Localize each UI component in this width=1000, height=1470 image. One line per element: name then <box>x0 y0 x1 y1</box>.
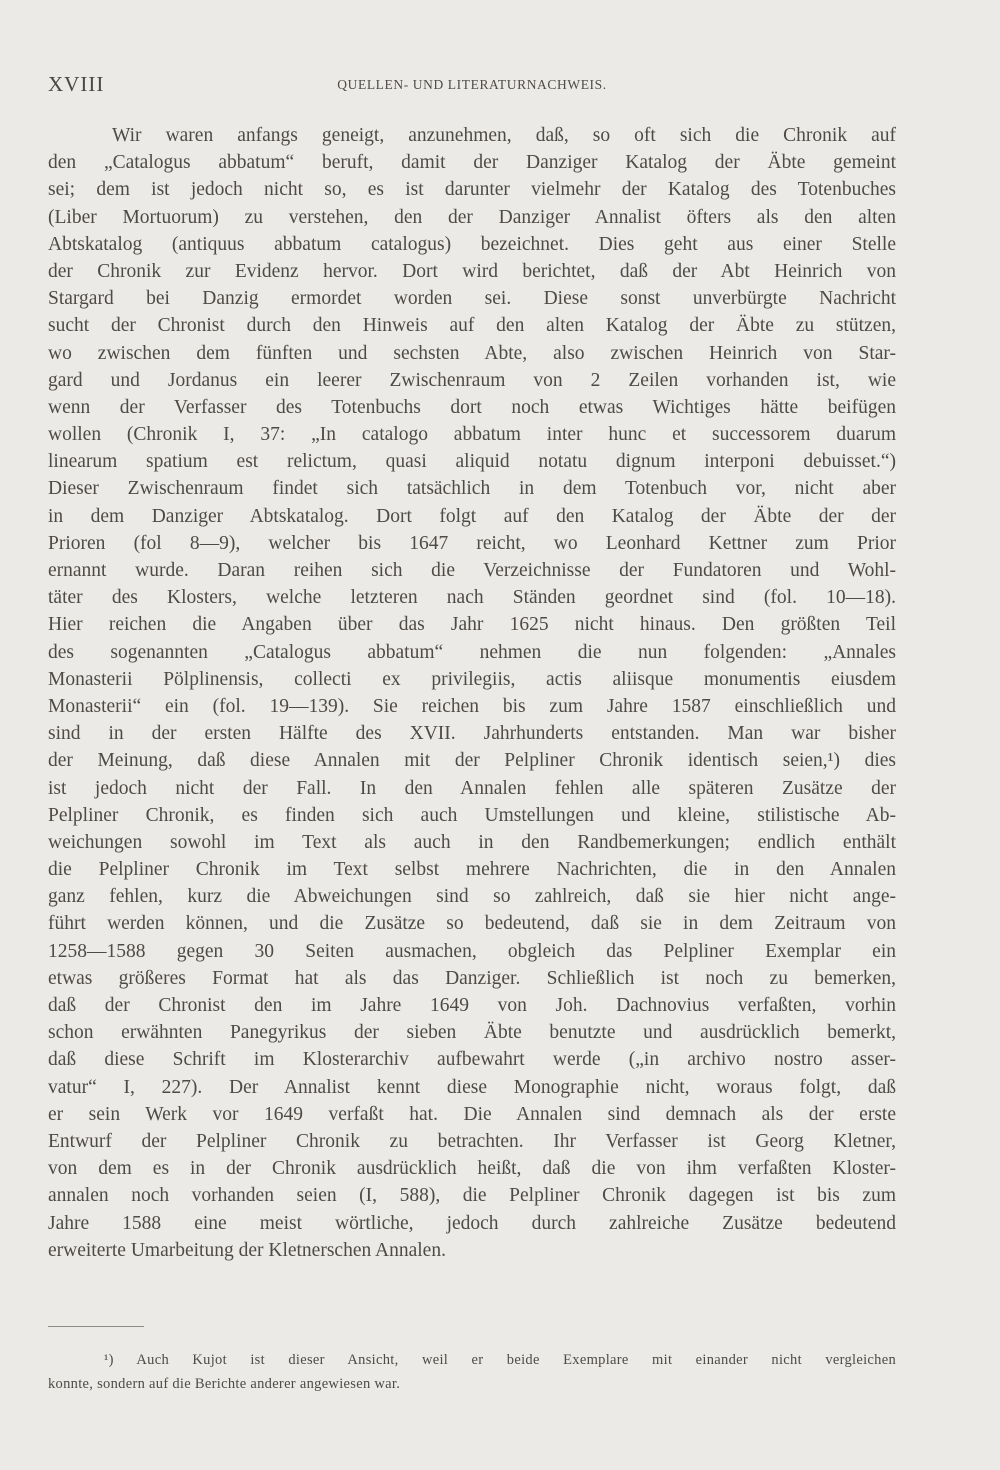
text-line: sucht der Chronist durch den Hinweis auf den alten Katalog der Äbte zu stützen, <box>48 315 896 337</box>
text-line: Pelpliner Chronik, es finden sich auch Umstellungen und kleine, stilistische Ab- <box>48 804 896 826</box>
text-line: Stargard bei Danzig ermordet worden sei. Diese sonst unverbürgte Nachricht <box>48 288 896 310</box>
text-line: Hier reichen die Angaben über das Jahr 1625 nicht hinaus. Den größten Teil <box>48 614 896 636</box>
text-line: in dem Danziger Abtskatalog. Dort folgt auf den Katalog der Äbte der der <box>48 505 896 527</box>
text-line: führt werden können, und die Zusätze so bedeutend, daß sie in dem Zeitraum von <box>48 913 896 935</box>
footnote <box>48 1348 896 1396</box>
text-line: er sein Werk vor 1649 verfaßt hat. Die Annalen sind demnach als der erste <box>48 1103 896 1125</box>
text-line: wenn der Verfasser des Totenbuchs dort noch etwas Wichtiges hätte beifügen <box>48 396 896 418</box>
text-line: ganz fehlen, kurz die Abweichungen sind so zahlreich, daß sie hier nicht ange- <box>48 886 896 908</box>
text-line: sei; dem ist jedoch nicht so, es ist darunter vielmehr der Katalog des Totenbuches <box>48 179 896 201</box>
text-line: die Pelpliner Chronik im Text selbst mehrere Nachrichten, die in den Annalen <box>48 859 896 881</box>
text-line: Wir waren anfangs geneigt, anzunehmen, daß, so oft sich die Chronik auf <box>112 125 896 146</box>
text-line: wollen (Chronik I, 37: „In catalogo abbatum inter hunc et successorem duarum <box>48 424 896 446</box>
text-line: täter des Klosters, welche letzteren nach Ständen geordnet sind (fol. 10—18). <box>48 587 896 609</box>
footnote-line: ¹) Auch Kujot ist dieser Ansicht, weil er beide Exemplare mit einander nicht vergleichen <box>104 1352 896 1368</box>
text-line: des sogenannten „Catalogus abbatum“ nehmen die nun folgenden: „Annales <box>48 641 896 663</box>
text-line: daß diese Schrift im Klosterarchiv aufbewahrt werde („in archivo nostro asser- <box>48 1049 896 1071</box>
footnote-divider <box>48 1326 144 1327</box>
text-line: der Chronik zur Evidenz hervor. Dort wird berichtet, daß der Abt Heinrich von <box>48 260 896 282</box>
text-line: linearum spatium est relictum, quasi aliquid notatu dignum interponi debuisset.“) <box>48 451 896 473</box>
text-line: etwas größeres Format hat als das Danziger. Schließlich ist noch zu bemerken, <box>48 967 896 989</box>
text-line: Jahre 1588 eine meist wörtliche, jedoch durch zahlreiche Zusätze bedeutend <box>48 1212 896 1234</box>
body-paragraph <box>48 122 896 1264</box>
text-line: vatur“ I, 227). Der Annalist kennt diese Monographie nicht, woraus folgt, daß <box>48 1076 896 1098</box>
text-line: Abtskatalog (antiquus abbatum catalogus) bezeichnet. Dies geht aus einer Stelle <box>48 233 896 255</box>
text-line: ernannt wurde. Daran reihen sich die Verzeichnisse der Fundatoren und Wohl- <box>48 560 896 581</box>
page-header <box>48 72 896 106</box>
text-line: Monasterii Pölplinensis, collecti ex privilegiis, actis aliisque monumentis eiusdem <box>48 668 896 690</box>
text-line: wo zwischen dem fünften und sechsten Abte, also zwischen Heinrich von Star- <box>48 342 896 364</box>
text-line: schon erwähnten Panegyrikus der sieben Äbte benutzte und ausdrücklich bemerkt, <box>48 1022 896 1044</box>
text-line: gard und Jordanus ein leerer Zwischenraum von 2 Zeilen vorhanden ist, wie <box>48 369 896 391</box>
text-line: daß der Chronist den im Jahre 1649 von Joh. Dachnovius verfaßten, vorhin <box>48 995 896 1016</box>
text-line: Entwurf der Pelpliner Chronik zu betrachten. Ihr Verfasser ist Georg Kletner, <box>48 1130 896 1152</box>
text-line: ist jedoch nicht der Fall. In den Annalen fehlen alle späteren Zusätze der <box>48 777 896 799</box>
text-line: der Meinung, daß diese Annalen mit der Pelpliner Chronik identisch seien,¹) dies <box>48 750 896 772</box>
text-line: den „Catalogus abbatum“ beruft, damit der Danziger Katalog der Äbte gemeint <box>48 152 896 174</box>
text-line: weichungen sowohl im Text als auch in den Randbemerkungen; endlich enthält <box>48 831 896 853</box>
text-line: erweiterte Umarbeitung der Kletnerschen Annalen. <box>48 1239 446 1261</box>
text-line: (Liber Mortuorum) zu verstehen, den der Danziger Annalist öfters als den alten <box>48 206 896 228</box>
text-line: Prioren (fol 8—9), welcher bis 1647 reicht, wo Leonhard Kettner zum Prior <box>48 532 896 554</box>
text-line: Monasterii“ ein (fol. 19—139). Sie reichen bis zum Jahre 1587 einschließlich und <box>48 695 896 717</box>
page-number: XVIII <box>48 72 105 96</box>
text-line: von dem es in der Chronik ausdrücklich heißt, daß die von ihm verfaßten Kloster- <box>48 1158 896 1180</box>
running-title: QUELLEN- UND LITERATURNACHWEIS. <box>337 77 607 92</box>
text-line: Dieser Zwischenraum findet sich tatsächlich in dem Totenbuch vor, nicht aber <box>48 478 896 500</box>
text-line: sind in der ersten Hälfte des XVII. Jahrhunderts entstanden. Man war bisher <box>48 723 896 745</box>
footnote-line: konnte, sondern auf die Berichte anderer angewiesen war. <box>48 1376 401 1392</box>
text-line: annalen noch vorhanden seien (I, 588), die Pelpliner Chronik dagegen ist bis zum <box>48 1185 896 1207</box>
text-line: 1258—1588 gegen 30 Seiten ausmachen, obgleich das Pelpliner Exemplar ein <box>48 940 896 962</box>
